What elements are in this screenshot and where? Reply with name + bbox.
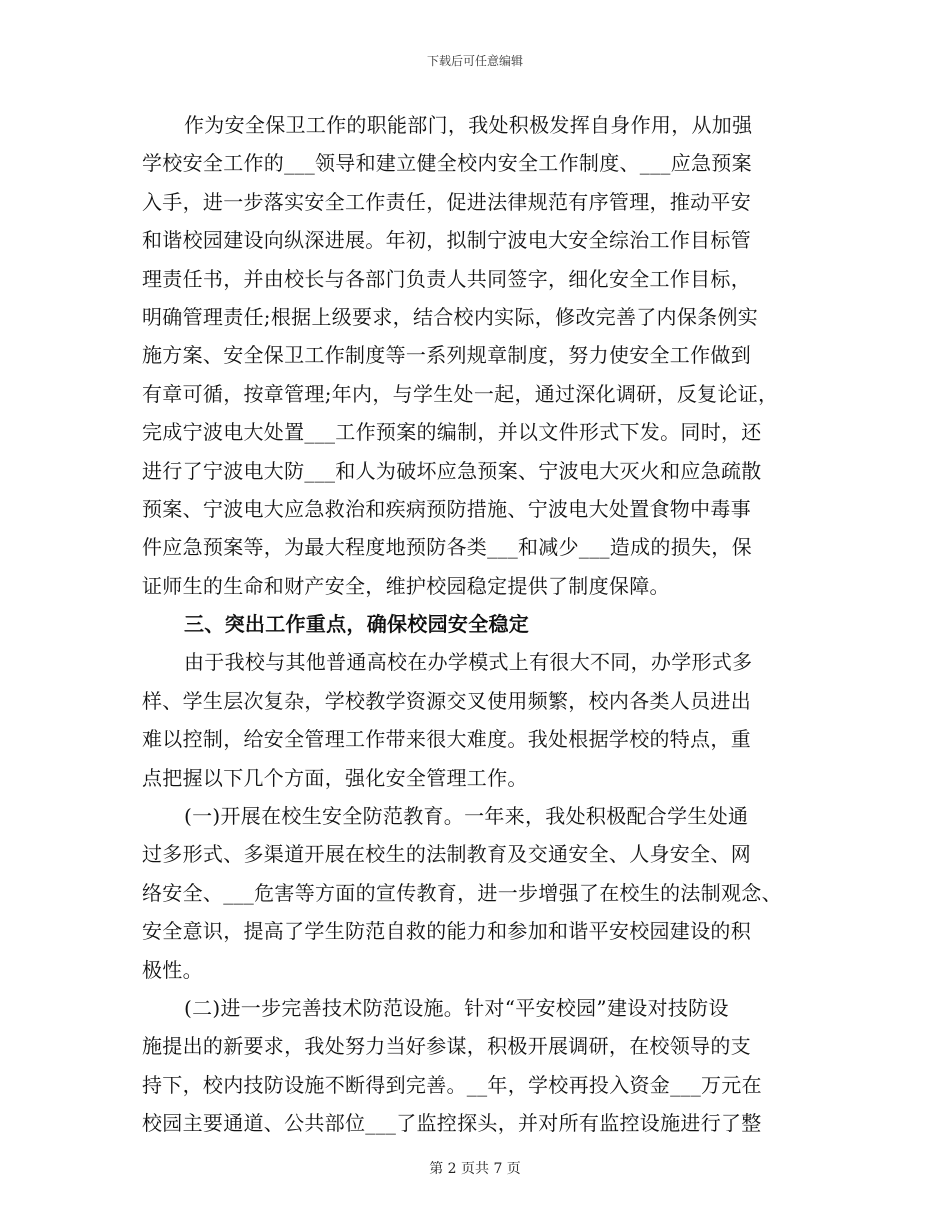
text-line: 进行了宁波电大防___和人为破坏应急预案、宁波电大灭火和应急疏散 — [142, 458, 762, 483]
text-line: 作为安全保卫工作的职能部门，我处积极发挥自身作用，从加强 — [184, 113, 753, 137]
text-line: 持下，校内技防设施不断得到完善。__年，学校再投入资金___万元在 — [142, 1072, 762, 1097]
page-header: 下载后可任意编辑 — [426, 54, 523, 68]
text-line: 预案、宁波电大应急救治和疾病预防措施、宁波电大处置食物中毒事 — [142, 496, 751, 521]
page-footer: 第 2 页共 7 页 — [429, 1161, 521, 1177]
text-line: 和谐校园建设向纵深进展。年初，拟制宁波电大安全综治工作目标管 — [142, 228, 751, 253]
document-body — [142, 106, 822, 1143]
text-line: 校园主要通道、公共部位___了监控探头，并对所有监控设施进行了整 — [142, 1111, 762, 1136]
text-line: 难以控制，给安全管理工作带来很大难度。我处根据学校的特点，重 — [142, 727, 751, 752]
text-line: (一)开展在校生安全防范教育。一年来，我处积极配合学生处通 — [184, 804, 749, 829]
text-line: 极性。 — [142, 957, 203, 982]
text-line: (二)进一步完善技术防范设施。针对“平安校园”建设对技防设 — [184, 995, 729, 1020]
text-line: 理责任书，并由校长与各部门负责人共同签字，细化安全工作目标， — [142, 266, 751, 291]
text-line: 络安全、___危害等方面的宣传教育，进一步增强了在校生的法制观念、 — [142, 880, 782, 905]
text-line: 安全意识，提高了学生防范自救的能力和参加和谐平安校园建设的积 — [142, 919, 751, 944]
text-line: 施提出的新要求，我处努力当好参谋，积极开展调研，在校领导的支 — [142, 1034, 751, 1059]
text-line: 学校安全工作的___领导和建立健全校内安全工作制度、___应急预案 — [142, 151, 752, 176]
text-line: 证师生的生命和财产安全，维护校园稳定提供了制度保障。 — [142, 573, 670, 598]
text-line: 入手，进一步落实安全工作责任，促进法律规范有序管理，推动平安 — [142, 189, 751, 214]
text-line: 完成宁波电大处置___工作预案的编制，并以文件形式下发。同时，还 — [142, 420, 762, 445]
text-line: 由于我校与其他普通高校在办学模式上有很大不同，办学形式多 — [184, 650, 753, 675]
text-line: 有章可循，按章管理;年内，与学生处一起，通过深化调研，反复论证， — [142, 381, 779, 406]
text-line: 样、学生层次复杂，学校教学资源交叉使用频繁，校内各类人员进出 — [142, 688, 751, 713]
text-line: 施方案、安全保卫工作制度等一系列规章制度，努力使安全工作做到 — [142, 343, 751, 368]
text-line: 过多形式、多渠道开展在校生的法制教育及交通安全、人身安全、网 — [142, 842, 751, 867]
section-heading: 三、突出工作重点，确保校园安全稳定 — [184, 612, 530, 637]
text-line: 明确管理责任;根据上级要求，结合校内实际，修改完善了内保条例实 — [142, 304, 759, 329]
text-line: 件应急预案等，为最大程度地预防各类___和减少___造成的损失，保 — [142, 535, 752, 560]
text-line: 点把握以下几个方面，强化安全管理工作。 — [142, 765, 528, 790]
